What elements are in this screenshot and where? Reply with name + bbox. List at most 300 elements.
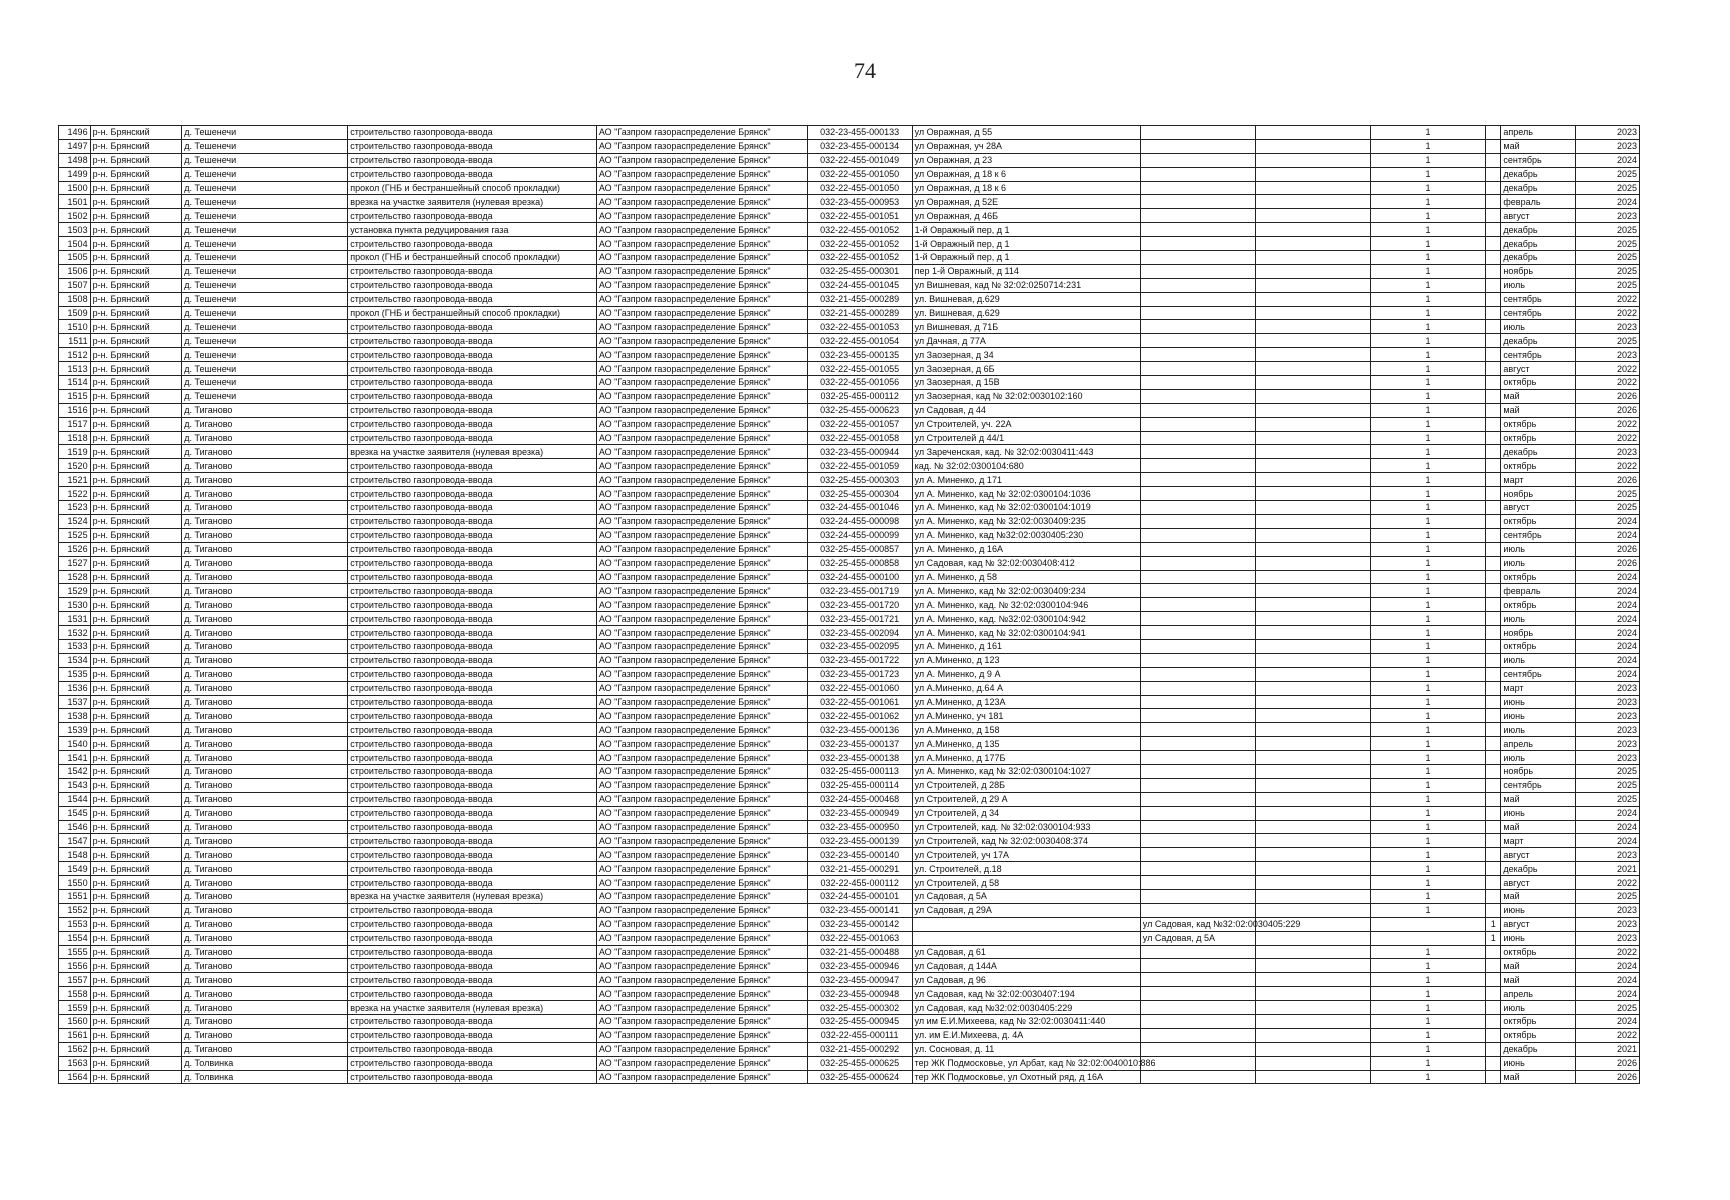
- extra-address-cell: [1140, 834, 1255, 848]
- settlement-cell: д. Тиганово: [182, 501, 348, 515]
- work-type-cell: строительство газопровода-ввода: [348, 751, 597, 765]
- year-cell: 2025: [1575, 764, 1639, 778]
- district-cell: р-н. Брянский: [90, 570, 182, 584]
- work-type-cell: строительство газопровода-ввода: [348, 917, 597, 931]
- extra-address-cell: [1140, 681, 1255, 695]
- contract-number-cell: 032-25-455-000112: [807, 389, 912, 403]
- settlement-cell: д. Тешенечи: [182, 376, 348, 390]
- extra-quantity-cell: [1486, 876, 1501, 890]
- work-type-cell: строительство газопровода-ввода: [348, 1056, 597, 1070]
- extra-quantity-cell: [1486, 598, 1501, 612]
- extra-address-cell: [1140, 598, 1255, 612]
- quantity-cell: 1: [1371, 959, 1486, 973]
- year-cell: 2023: [1575, 917, 1639, 931]
- contract-number-cell: 032-23-455-000953: [807, 195, 912, 209]
- month-cell: декабрь: [1501, 445, 1575, 459]
- contract-number-cell: 032-22-455-001050: [807, 167, 912, 181]
- district-cell: р-н. Брянский: [90, 764, 182, 778]
- month-cell: май: [1501, 403, 1575, 417]
- extra-cell: [1255, 403, 1370, 417]
- district-cell: р-н. Брянский: [90, 556, 182, 570]
- row-number: 1554: [59, 931, 91, 945]
- extra-cell: [1255, 598, 1370, 612]
- extra-address-cell: [1140, 695, 1255, 709]
- year-cell: 2025: [1575, 501, 1639, 515]
- settlement-cell: д. Тиганово: [182, 514, 348, 528]
- year-cell: 2024: [1575, 626, 1639, 640]
- settlement-cell: д. Тешенечи: [182, 389, 348, 403]
- extra-cell: [1255, 292, 1370, 306]
- month-cell: июнь: [1501, 903, 1575, 917]
- district-cell: р-н. Брянский: [90, 501, 182, 515]
- address-cell: ул А. Миненко, д 161: [912, 639, 1140, 653]
- row-number: 1520: [59, 459, 91, 473]
- contract-number-cell: 032-24-455-000098: [807, 514, 912, 528]
- quantity-cell: [1371, 931, 1486, 945]
- district-cell: р-н. Брянский: [90, 417, 182, 431]
- table-row: [59, 973, 1640, 987]
- quantity-cell: 1: [1371, 348, 1486, 362]
- contract-number-cell: 032-23-455-000134: [807, 139, 912, 153]
- organization-cell: АО "Газпром газораспределение Брянск": [596, 181, 807, 195]
- row-number: 1535: [59, 667, 91, 681]
- row-number: 1523: [59, 501, 91, 515]
- work-type-cell: врезка на участке заявителя (нулевая врезка): [348, 1001, 597, 1015]
- year-cell: 2026: [1575, 389, 1639, 403]
- extra-cell: [1255, 737, 1370, 751]
- row-number: 1513: [59, 362, 91, 376]
- contract-number-cell: 032-25-455-000114: [807, 778, 912, 792]
- quantity-cell: 1: [1371, 612, 1486, 626]
- month-cell: сентябрь: [1501, 528, 1575, 542]
- contract-number-cell: 032-22-455-000112: [807, 876, 912, 890]
- month-cell: сентябрь: [1501, 306, 1575, 320]
- contract-number-cell: 032-23-455-001720: [807, 598, 912, 612]
- extra-address-cell: [1140, 487, 1255, 501]
- work-type-cell: прокол (ГНБ и бестраншейный способ прокладки): [348, 251, 597, 265]
- quantity-cell: 1: [1371, 626, 1486, 640]
- contract-number-cell: 032-22-455-001050: [807, 181, 912, 195]
- month-cell: июль: [1501, 751, 1575, 765]
- extra-cell: [1255, 417, 1370, 431]
- quantity-cell: 1: [1371, 195, 1486, 209]
- extra-quantity-cell: [1486, 431, 1501, 445]
- quantity-cell: 1: [1371, 320, 1486, 334]
- quantity-cell: 1: [1371, 584, 1486, 598]
- work-type-cell: строительство газопровода-ввода: [348, 459, 597, 473]
- year-cell: 2022: [1575, 431, 1639, 445]
- row-number: 1562: [59, 1042, 91, 1056]
- address-cell: ул. Строителей, д.18: [912, 862, 1140, 876]
- month-cell: октябрь: [1501, 639, 1575, 653]
- extra-cell: [1255, 306, 1370, 320]
- extra-quantity-cell: [1486, 584, 1501, 598]
- extra-cell: [1255, 542, 1370, 556]
- row-number: 1549: [59, 862, 91, 876]
- contract-number-cell: 032-22-455-001051: [807, 209, 912, 223]
- address-cell: ул Садовая, кад № 32:02:0030407:194: [912, 987, 1140, 1001]
- month-cell: апрель: [1501, 987, 1575, 1001]
- work-type-cell: строительство газопровода-ввода: [348, 209, 597, 223]
- contract-number-cell: 032-23-455-000141: [807, 903, 912, 917]
- extra-quantity-cell: [1486, 362, 1501, 376]
- extra-address-cell: [1140, 903, 1255, 917]
- extra-quantity-cell: [1486, 751, 1501, 765]
- district-cell: р-н. Брянский: [90, 167, 182, 181]
- year-cell: 2026: [1575, 1056, 1639, 1070]
- work-type-cell: строительство газопровода-ввода: [348, 681, 597, 695]
- extra-cell: [1255, 320, 1370, 334]
- contract-number-cell: 032-22-455-001062: [807, 709, 912, 723]
- row-number: 1512: [59, 348, 91, 362]
- extra-address-cell: [1140, 778, 1255, 792]
- extra-quantity-cell: [1486, 167, 1501, 181]
- row-number: 1518: [59, 431, 91, 445]
- address-cell: ул Строителей, кад. № 32:02:0300104:933: [912, 820, 1140, 834]
- extra-quantity-cell: [1486, 695, 1501, 709]
- address-cell: ул Заозерная, кад № 32:02:0030102:160: [912, 389, 1140, 403]
- organization-cell: АО "Газпром газораспределение Брянск": [596, 751, 807, 765]
- table-row: [59, 653, 1640, 667]
- month-cell: май: [1501, 973, 1575, 987]
- extra-address-cell: [1140, 348, 1255, 362]
- table-row: [59, 584, 1640, 598]
- extra-quantity-cell: [1486, 320, 1501, 334]
- year-cell: 2023: [1575, 931, 1639, 945]
- work-type-cell: строительство газопровода-ввода: [348, 1042, 597, 1056]
- address-cell: ул Садовая, д 96: [912, 973, 1140, 987]
- address-cell: ул Строителей, д 28Б: [912, 778, 1140, 792]
- extra-quantity-cell: [1486, 348, 1501, 362]
- extra-cell: [1255, 556, 1370, 570]
- table-row: [59, 237, 1640, 251]
- table-row: [59, 570, 1640, 584]
- district-cell: р-н. Брянский: [90, 751, 182, 765]
- extra-quantity-cell: [1486, 667, 1501, 681]
- month-cell: сентябрь: [1501, 153, 1575, 167]
- contract-number-cell: 032-22-455-001052: [807, 251, 912, 265]
- table-row: [59, 792, 1640, 806]
- address-cell: ул Овражная, д 18 к 6: [912, 167, 1140, 181]
- table-row: [59, 514, 1640, 528]
- extra-cell: [1255, 126, 1370, 140]
- address-cell: ул Овражная, д 46Б: [912, 209, 1140, 223]
- extra-cell: [1255, 612, 1370, 626]
- extra-cell: [1255, 473, 1370, 487]
- extra-address-cell: [1140, 501, 1255, 515]
- contract-number-cell: 032-21-455-000291: [807, 862, 912, 876]
- row-number: 1524: [59, 514, 91, 528]
- quantity-cell: [1371, 917, 1486, 931]
- year-cell: 2022: [1575, 876, 1639, 890]
- organization-cell: АО "Газпром газораспределение Брянск": [596, 445, 807, 459]
- row-number: 1519: [59, 445, 91, 459]
- month-cell: май: [1501, 139, 1575, 153]
- quantity-cell: 1: [1371, 403, 1486, 417]
- organization-cell: АО "Газпром газораспределение Брянск": [596, 626, 807, 640]
- address-cell: ул Вишневая, д 71Б: [912, 320, 1140, 334]
- row-number: 1534: [59, 653, 91, 667]
- district-cell: р-н. Брянский: [90, 334, 182, 348]
- extra-cell: [1255, 945, 1370, 959]
- month-cell: сентябрь: [1501, 667, 1575, 681]
- table-row: [59, 251, 1640, 265]
- year-cell: 2023: [1575, 681, 1639, 695]
- extra-cell: [1255, 709, 1370, 723]
- year-cell: 2025: [1575, 167, 1639, 181]
- extra-cell: [1255, 431, 1370, 445]
- organization-cell: АО "Газпром газораспределение Брянск": [596, 653, 807, 667]
- extra-quantity-cell: [1486, 126, 1501, 140]
- extra-cell: [1255, 626, 1370, 640]
- district-cell: р-н. Брянский: [90, 723, 182, 737]
- table-row: [59, 278, 1640, 292]
- month-cell: февраль: [1501, 584, 1575, 598]
- table-row: [59, 389, 1640, 403]
- quantity-cell: 1: [1371, 1001, 1486, 1015]
- district-cell: р-н. Брянский: [90, 376, 182, 390]
- row-number: 1500: [59, 181, 91, 195]
- extra-quantity-cell: [1486, 1028, 1501, 1042]
- quantity-cell: 1: [1371, 806, 1486, 820]
- extra-quantity-cell: [1486, 639, 1501, 653]
- month-cell: апрель: [1501, 737, 1575, 751]
- extra-address-cell: [1140, 889, 1255, 903]
- table-row: [59, 528, 1640, 542]
- quantity-cell: 1: [1371, 653, 1486, 667]
- address-cell: ул Садовая, д 5А: [912, 889, 1140, 903]
- row-number: 1539: [59, 723, 91, 737]
- month-cell: август: [1501, 848, 1575, 862]
- extra-cell: [1255, 237, 1370, 251]
- organization-cell: АО "Газпром газораспределение Брянск": [596, 292, 807, 306]
- address-cell: ул А. Миненко, д 9 А: [912, 667, 1140, 681]
- work-type-cell: строительство газопровода-ввода: [348, 542, 597, 556]
- settlement-cell: д. Тиганово: [182, 403, 348, 417]
- extra-cell: [1255, 514, 1370, 528]
- year-cell: 2021: [1575, 862, 1639, 876]
- table-row: [59, 348, 1640, 362]
- extra-address-cell: [1140, 626, 1255, 640]
- quantity-cell: 1: [1371, 181, 1486, 195]
- settlement-cell: д. Толвинка: [182, 1070, 348, 1084]
- contract-number-cell: 032-24-455-001045: [807, 278, 912, 292]
- extra-cell: [1255, 764, 1370, 778]
- year-cell: 2026: [1575, 542, 1639, 556]
- contract-number-cell: 032-23-455-001723: [807, 667, 912, 681]
- extra-quantity-cell: [1486, 306, 1501, 320]
- settlement-cell: д. Тиганово: [182, 445, 348, 459]
- extra-address-cell: [1140, 1015, 1255, 1029]
- address-cell: ул А. Миненко, кад № 32:02:0300104:941: [912, 626, 1140, 640]
- row-number: 1533: [59, 639, 91, 653]
- extra-address-cell: [1140, 306, 1255, 320]
- extra-cell: [1255, 362, 1370, 376]
- district-cell: р-н. Брянский: [90, 278, 182, 292]
- extra-quantity-cell: [1486, 1056, 1501, 1070]
- quantity-cell: 1: [1371, 1015, 1486, 1029]
- organization-cell: АО "Газпром газораспределение Брянск": [596, 556, 807, 570]
- organization-cell: АО "Газпром газораспределение Брянск": [596, 973, 807, 987]
- contract-number-cell: 032-23-455-000944: [807, 445, 912, 459]
- year-cell: 2023: [1575, 751, 1639, 765]
- quantity-cell: 1: [1371, 542, 1486, 556]
- settlement-cell: д. Тиганово: [182, 820, 348, 834]
- address-cell: кад. № 32:02:0300104:680: [912, 459, 1140, 473]
- organization-cell: АО "Газпром газораспределение Брянск": [596, 487, 807, 501]
- organization-cell: АО "Газпром газораспределение Брянск": [596, 917, 807, 931]
- settlement-cell: д. Тешенечи: [182, 223, 348, 237]
- contract-number-cell: 032-21-455-000488: [807, 945, 912, 959]
- contract-number-cell: 032-21-455-000289: [807, 292, 912, 306]
- settlement-cell: д. Тиганово: [182, 987, 348, 1001]
- district-cell: р-н. Брянский: [90, 320, 182, 334]
- organization-cell: АО "Газпром газораспределение Брянск": [596, 167, 807, 181]
- work-type-cell: строительство газопровода-ввода: [348, 945, 597, 959]
- settlement-cell: д. Тиганово: [182, 723, 348, 737]
- table-row: [59, 889, 1640, 903]
- settlement-cell: д. Тиганово: [182, 695, 348, 709]
- year-cell: 2024: [1575, 514, 1639, 528]
- address-cell: ул А. Миненко, д 16А: [912, 542, 1140, 556]
- extra-quantity-cell: [1486, 403, 1501, 417]
- data-table: [58, 125, 1640, 1084]
- district-cell: р-н. Брянский: [90, 653, 182, 667]
- address-cell: ул А.Миненко, д.64 А: [912, 681, 1140, 695]
- extra-address-cell: [1140, 126, 1255, 140]
- address-cell: ул Строителей, д 29 А: [912, 792, 1140, 806]
- organization-cell: АО "Газпром газораспределение Брянск": [596, 320, 807, 334]
- settlement-cell: д. Тиганово: [182, 737, 348, 751]
- work-type-cell: строительство газопровода-ввода: [348, 709, 597, 723]
- month-cell: октябрь: [1501, 1015, 1575, 1029]
- year-cell: 2024: [1575, 570, 1639, 584]
- district-cell: р-н. Брянский: [90, 348, 182, 362]
- organization-cell: АО "Газпром газораспределение Брянск": [596, 417, 807, 431]
- year-cell: 2026: [1575, 473, 1639, 487]
- organization-cell: АО "Газпром газораспределение Брянск": [596, 903, 807, 917]
- address-cell: [912, 917, 1140, 931]
- organization-cell: АО "Газпром газораспределение Брянск": [596, 834, 807, 848]
- month-cell: ноябрь: [1501, 764, 1575, 778]
- extra-address-cell: [1140, 209, 1255, 223]
- year-cell: 2024: [1575, 653, 1639, 667]
- organization-cell: АО "Газпром газораспределение Брянск": [596, 876, 807, 890]
- extra-quantity-cell: [1486, 445, 1501, 459]
- district-cell: р-н. Брянский: [90, 209, 182, 223]
- month-cell: декабрь: [1501, 223, 1575, 237]
- settlement-cell: д. Тиганово: [182, 876, 348, 890]
- address-cell: ул А. Миненко, кад № 32:02:0030409:234: [912, 584, 1140, 598]
- settlement-cell: д. Тиганово: [182, 473, 348, 487]
- quantity-cell: 1: [1371, 723, 1486, 737]
- quantity-cell: 1: [1371, 306, 1486, 320]
- table-row: [59, 764, 1640, 778]
- month-cell: июнь: [1501, 931, 1575, 945]
- month-cell: декабрь: [1501, 237, 1575, 251]
- work-type-cell: строительство газопровода-ввода: [348, 473, 597, 487]
- extra-address-cell: [1140, 570, 1255, 584]
- address-cell: ул Зареченская, кад. № 32:02:0030411:443: [912, 445, 1140, 459]
- month-cell: июнь: [1501, 695, 1575, 709]
- work-type-cell: строительство газопровода-ввода: [348, 376, 597, 390]
- extra-address-cell: [1140, 1028, 1255, 1042]
- work-type-cell: строительство газопровода-ввода: [348, 403, 597, 417]
- month-cell: декабрь: [1501, 251, 1575, 265]
- row-number: 1551: [59, 889, 91, 903]
- month-cell: декабрь: [1501, 1042, 1575, 1056]
- row-number: 1505: [59, 251, 91, 265]
- year-cell: 2021: [1575, 1042, 1639, 1056]
- row-number: 1496: [59, 126, 91, 140]
- month-cell: сентябрь: [1501, 778, 1575, 792]
- extra-cell: [1255, 223, 1370, 237]
- organization-cell: АО "Газпром газораспределение Брянск": [596, 612, 807, 626]
- month-cell: май: [1501, 1070, 1575, 1084]
- year-cell: 2023: [1575, 320, 1639, 334]
- district-cell: р-н. Брянский: [90, 695, 182, 709]
- address-cell: ул А. Миненко, кад. № 32:02:0300104:946: [912, 598, 1140, 612]
- work-type-cell: строительство газопровода-ввода: [348, 737, 597, 751]
- extra-address-cell: [1140, 264, 1255, 278]
- contract-number-cell: 032-24-455-000100: [807, 570, 912, 584]
- settlement-cell: д. Тиганово: [182, 848, 348, 862]
- quantity-cell: 1: [1371, 792, 1486, 806]
- settlement-cell: д. Тиганово: [182, 709, 348, 723]
- organization-cell: АО "Газпром газораспределение Брянск": [596, 473, 807, 487]
- address-cell: ул А. Миненко, д 171: [912, 473, 1140, 487]
- quantity-cell: 1: [1371, 264, 1486, 278]
- work-type-cell: строительство газопровода-ввода: [348, 598, 597, 612]
- work-type-cell: строительство газопровода-ввода: [348, 862, 597, 876]
- work-type-cell: строительство газопровода-ввода: [348, 723, 597, 737]
- quantity-cell: 1: [1371, 501, 1486, 515]
- table-row: [59, 292, 1640, 306]
- month-cell: июль: [1501, 653, 1575, 667]
- organization-cell: АО "Газпром газораспределение Брянск": [596, 223, 807, 237]
- contract-number-cell: 032-23-455-001719: [807, 584, 912, 598]
- settlement-cell: д. Тиганово: [182, 903, 348, 917]
- organization-cell: АО "Газпром газораспределение Брянск": [596, 1056, 807, 1070]
- table-row: [59, 556, 1640, 570]
- extra-address-cell: [1140, 195, 1255, 209]
- year-cell: 2023: [1575, 723, 1639, 737]
- extra-quantity-cell: [1486, 1015, 1501, 1029]
- month-cell: июль: [1501, 1001, 1575, 1015]
- organization-cell: АО "Газпром газораспределение Брянск": [596, 348, 807, 362]
- extra-address-cell: [1140, 473, 1255, 487]
- work-type-cell: строительство газопровода-ввода: [348, 778, 597, 792]
- table-row: [59, 1042, 1640, 1056]
- address-cell: ул Садовая, д 29А: [912, 903, 1140, 917]
- work-type-cell: строительство газопровода-ввода: [348, 653, 597, 667]
- table-row: [59, 501, 1640, 515]
- extra-address-cell: [1140, 1070, 1255, 1084]
- district-cell: р-н. Брянский: [90, 709, 182, 723]
- address-cell: пер 1-й Овражный, д 114: [912, 264, 1140, 278]
- extra-cell: [1255, 584, 1370, 598]
- settlement-cell: д. Тиганово: [182, 751, 348, 765]
- month-cell: февраль: [1501, 195, 1575, 209]
- settlement-cell: д. Тешенечи: [182, 139, 348, 153]
- settlement-cell: д. Тиганово: [182, 584, 348, 598]
- organization-cell: АО "Газпром газораспределение Брянск": [596, 306, 807, 320]
- extra-cell: [1255, 501, 1370, 515]
- extra-quantity-cell: [1486, 1001, 1501, 1015]
- address-cell: тер ЖК Подмосковье, ул Арбат, кад № 32:02:0040010:886: [912, 1056, 1140, 1070]
- work-type-cell: строительство газопровода-ввода: [348, 348, 597, 362]
- extra-quantity-cell: [1486, 848, 1501, 862]
